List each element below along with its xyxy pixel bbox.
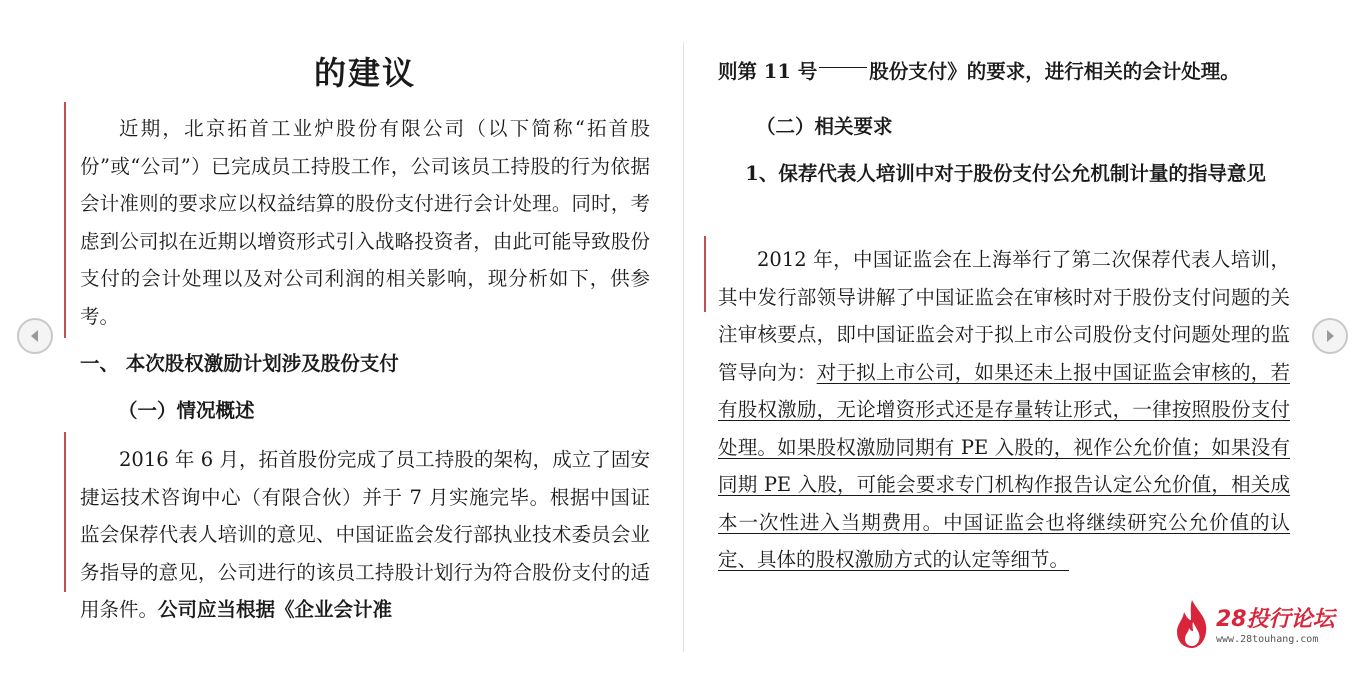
guidance-paragraph xyxy=(718,241,1290,579)
chevron-right-icon xyxy=(1323,329,1337,343)
previous-page-button[interactable] xyxy=(17,318,53,354)
page-divider xyxy=(683,42,684,652)
forum-logo xyxy=(1172,598,1352,654)
situation-text: 2016 年 6 月，拓首股份完成了员工持股的架构，成立了固安捷运技术咨询中心（有限合伙）并于 7 月实施完毕。根据中国证监会保荐代表人培训的意见、中国证监会发行部执业技术委员会业务指导的意见，公司进行的该员工持股计划行为符合股份支付的适用条件。 xyxy=(80,448,650,621)
intro-paragraph: 近期，北京拓首工业炉股份有限公司（以下简称“拓首股份”或“公司”）已完成员工持股工作，公司该员工持股的行为依据会计准则的要求应以权益结算的股份支付进行会计处理。同时，考虑到公司拟在近期以增资形式引入战略投资者，由此可能导致股份支付的会计处理以及对公司利润的相关影响，现分析如下，供参考。 xyxy=(80,117,650,328)
situation-bold-text: 公司应当根据《企业会计准 xyxy=(158,598,393,621)
paragraph-marker-bar xyxy=(704,236,706,312)
next-page-button[interactable] xyxy=(1312,318,1348,354)
situation-paragraph xyxy=(80,441,650,629)
chevron-left-icon xyxy=(28,329,42,343)
continued-text-a: 则第 11 号 xyxy=(718,60,818,83)
point-heading: 1、保荐代表人培训中对于股份支付公允机制计量的指导意见 xyxy=(745,162,1266,185)
continued-text-b: 股份支付》的要求，进行相关的会计处理。 xyxy=(869,60,1240,83)
guidance-text: 2012 年，中国证监会在上海举行了第二次保荐代表人培训，其中发行部领导讲解了中国证监会在审核时对于股份支付问题的关注审核要点，即中国证监会对于拟上市公司股份支付问题处理的监管导向为： xyxy=(718,248,1290,384)
left-page xyxy=(80,0,650,674)
right-page xyxy=(718,0,1290,674)
logo-name: 28投行论坛 xyxy=(1216,607,1335,632)
logo-url: www.28touhang.com xyxy=(1216,634,1319,645)
continued-line xyxy=(718,53,1290,91)
subsection-heading: （一）情况概述 xyxy=(118,399,255,422)
paragraph-marker-bar xyxy=(64,102,66,338)
section-heading: 一、 本次股权激励计划涉及股份支付 xyxy=(80,352,399,375)
guidance-underlined-text: 对于拟上市公司，如果还未上报中国证监会审核的，若有股权激励，无论增资形式还是存量转让形式，一律按照股份支付处理。如果股权激励同期有 PE 入股的，视作公允价值；如果没有同期 PE 入股，可能会要求专门机构作报告认定公允价值，相关成本一次性进入当期费用。中国证监会也将继续研究公允价值的认定、具体的股权激励方式的认定等细节。 xyxy=(718,360,1290,571)
paragraph-marker-bar xyxy=(64,432,66,592)
page-title: 的建议 xyxy=(313,54,416,92)
flame-icon xyxy=(1172,598,1212,650)
subsection-heading: （二）相关要求 xyxy=(756,115,893,138)
em-dash-line xyxy=(819,67,867,68)
